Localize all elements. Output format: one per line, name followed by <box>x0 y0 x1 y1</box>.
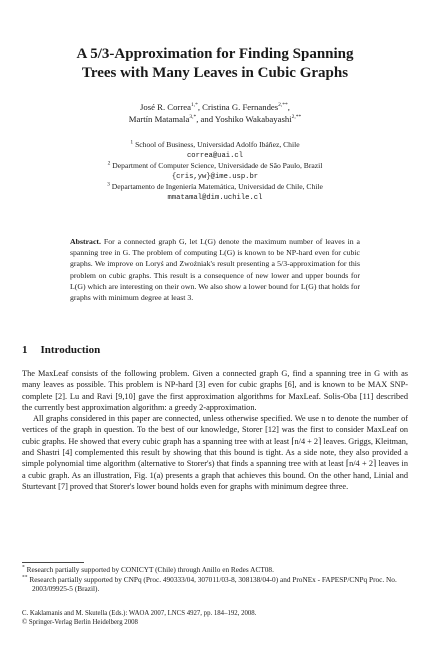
affiliation-marker: 2 <box>107 160 111 167</box>
affiliation-text: Departamento de Ingeniería Matemática, Universidad de Chile, Chile <box>111 182 323 192</box>
abstract <box>70 236 360 303</box>
author-line-2 <box>0 113 430 125</box>
author-name: , and Yoshiko Wakabayashi <box>196 114 292 124</box>
affiliations <box>0 140 430 204</box>
section-title: Introduction <box>40 344 101 356</box>
affiliation-text: Department of Computer Science, Universidade de São Paulo, Brazil <box>112 161 323 171</box>
affiliation-3-email: mmatamal@dim.uchile.cl <box>167 193 263 202</box>
publication-info <box>22 609 408 627</box>
publication-line-1: C. Kaklamanis and M. Skutella (Eds.): WAOA 2007, LNCS 4927, pp. 184–192, 2008. <box>22 610 257 617</box>
section-number: 1 <box>22 344 28 356</box>
author-name: José R. Correa <box>140 102 191 112</box>
copyright-line: © Springer-Verlag Berlin Heidelberg 2008 <box>22 619 138 626</box>
abstract-label: Abstract. <box>70 237 101 246</box>
section-heading <box>22 344 100 356</box>
footnote-marker: * <box>22 564 25 571</box>
affiliation-marker: 1 <box>130 139 134 146</box>
affiliation-1-email: correa@uai.cl <box>186 151 244 160</box>
author-list <box>0 101 430 125</box>
footnote-1 <box>22 565 408 575</box>
paper-title <box>0 45 430 83</box>
author-marker: 3,* <box>189 114 197 121</box>
affiliation-1 <box>0 140 430 151</box>
body-text <box>22 368 408 492</box>
footnote-text: Research partially supported by CNPq (Proc. 490333/04, 307011/03-8, 308138/04-0) and ProNEx - FAPESP/CNPq Proc. No. 2003/09925-5 (Brazil). <box>29 574 397 594</box>
footnote-rule <box>22 562 84 563</box>
paragraph-1: The MaxLeaf consists of the following problem. Given a connected graph G, find a spanning tree in G with as many leaves as possible. This problem is NP-hard [3] even for cubic graphs [6], and is known to be MAX SNP-complete [2]. Lu and Ravi [9,10] gave the first approximation algorithms for MaxLeaf. Solis-Oba [11] described the currently best approximation algorithm: a greedy 2-approximation. <box>22 369 408 412</box>
affiliation-text: School of Business, Universidad Adolfo Ibáñez, Chile <box>135 140 300 149</box>
author-marker: 2,** <box>291 114 302 121</box>
author-name: , Cristina G. Fernandes <box>197 102 279 112</box>
footnotes <box>22 565 408 594</box>
title-line-1: A 5/3-Approximation for Finding Spanning <box>76 46 354 62</box>
affiliation-3 <box>0 182 430 193</box>
paragraph-2: All graphs considered in this paper are connected, unless otherwise specified. We use n to denote the number of vertices of the graph in question. To the best of our knowledge, Storer [12] was the first to consider MaxLeaf on cubic graphs. He showed that every cubic graph has a spanning tree with at least ⌈n/4 + 2⌉ leaves. Griggs, Kleitman, and Shastri [4] complemented this result by showing that this bound is tight. As a side note, they also provided a simple polynomial time algorithm (alternative to Storer's) that finds a spanning tree with at least ⌈n/4 + 2⌉ leaves in a cubic graph. As an illustration, Fig. 1(a) presents a graph that achieves this bound. On the other hand, Linial and Sturtevant [7] proved that Storer's lower bound holds even for graphs with minimum degree three. <box>22 414 408 491</box>
author-marker: 1,* <box>190 102 198 109</box>
footnote-marker: ** <box>22 574 28 581</box>
affiliation-2 <box>0 161 430 172</box>
abstract-text: For a connected graph G, let L(G) denote the maximum number of leaves in a spanning tree in G. The problem of computing L(G) is known to be NP-hard even for cubic graphs. We improve on Loryś and Zwoźniak's result presenting a 5/3-approximation for this problem on cubic graphs. This result is a consequence of new lower and upper bounds for L(G) which are interesting on their own. We also show a lower bound for L(G) that holds for graphs with minimum degree at least 3. <box>70 237 361 303</box>
affiliation-2-email: {cris,yw}@ime.usp.br <box>171 172 259 181</box>
title-line-2: Trees with Many Leaves in Cubic Graphs <box>81 65 349 81</box>
author-name: Martín Matamala <box>128 114 190 124</box>
footnote-text: Research partially supported by CONICYT (Chile) through Anillo en Redes ACT08. <box>26 565 274 574</box>
affiliation-marker: 3 <box>107 181 110 188</box>
author-line-1 <box>0 101 430 113</box>
author-separator: , <box>287 102 290 112</box>
footnote-2 <box>22 575 408 594</box>
author-marker: 2,** <box>278 102 288 109</box>
